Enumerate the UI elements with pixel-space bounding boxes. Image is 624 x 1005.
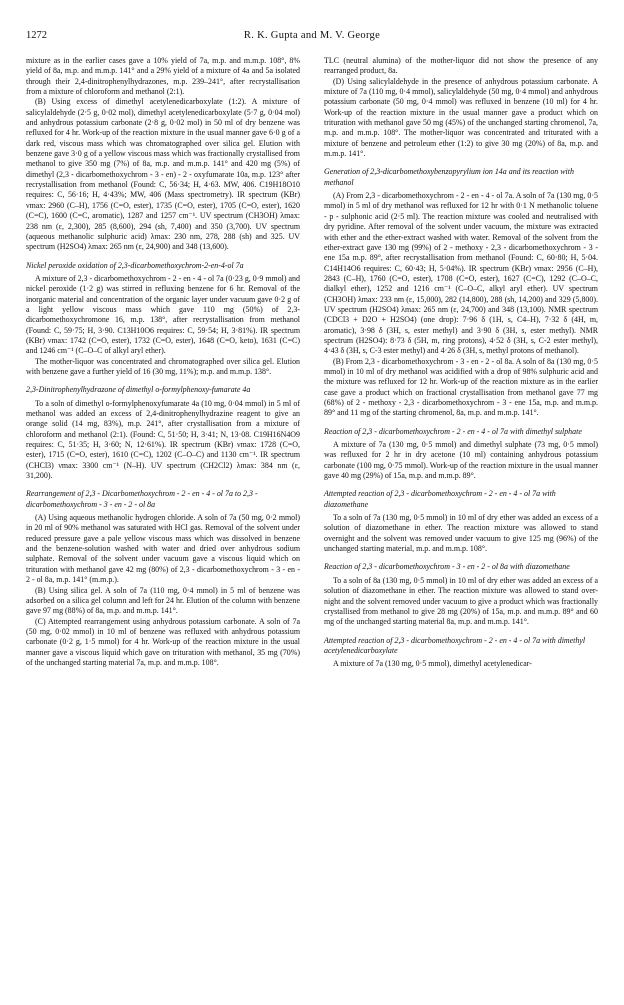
paragraph: (A) From 2,3 - dicarbomethoxychrom - 2 - en - 4 - ol 7a. A soln of 7a (130 mg, 0·5 mmol) in 5 ml of dry methanol was refluxed for 12 hr with 0·1 N methanolic toluene - p - sulphonic acid (2·5 ml). The reaction mixture was cooled and neutralised with dry pyridine. After removal of the solvent under vacuum, the mixture was extracted with ether and the ether-extract washed with water. Removal of the solvent from the ether-extract gave 130 mg (99%) of 2 - methoxy - 2,3 - dicarbomethoxychrom - 3 - ene 15a m.p. 89°, after recrystallisation from methanol (Found: C, 60·80; H, 5·04. C14H14O6 requires: C, 60·43; H, 5·04%). IR spectrum (KBr) νmax: 2956 (C–H), 2843 (C–H), 1760 (C=O, ester), 1708 (C=O, ester), 1627 (C=C), 1292 (C–O–C, dialkyl ether), 1252 and 1216 cm⁻¹ (C–O–C, alkyl aryl ether). UV spectrum (CH3OH) λmax: 233 nm (ε, 15,000), 282 (14,800), 288 (sh, 14,200) and 329 (5,800). UV spectrum (H2SO4) λmax: 265 nm (ε, 24,700) and 348 (13,100). NMR spectrum (CDCl3 + D2O + H2SO4) (one drop): 7·96 δ (1H, s, C4–H), 7·32 δ (4H, m, aromatic), 3·98 δ (3H, s, ester methyl) and 3·90 δ (3H, s, ester methyl). NMR spectrum (H2SO4): 8·73 δ (5H, m, ring protons), 4·52 δ (3H, s, C-2 ester methyl), 4·43 δ (3H, s, C-3 ester methyl) and 4·26 δ (3H, s, methyl protons of methanol).	[324, 191, 598, 356]
paragraph: The mother-liquor was concentrated and chromatographed over silica gel. Elution with benzene gave a further yield of 16 (30 mg, 11%); m.p. and m.m.p. 138°.	[26, 356, 300, 376]
paragraph: To a soln of 8a (130 mg, 0·5 mmol) in 10 ml of dry ether was added an excess of a solution of diazomethane in ether. The reaction mixture was allowed to stand over-night and the solvent removed under vacuum to give a product which was fractionally crystallised from methanol to give 28 mg (20%) of 15a, m.p. and m.m.p. 89° and 60 mg of the unchanged starting material 8a, m.p. and m.m.p. 141°.	[324, 575, 598, 627]
paragraph: (B) Using silica gel. A soln of 7a (110 mg, 0·4 mmol) in 5 ml of benzene was adsorbed on a silica gel column and left for 24 hr. Elution of the column with benzene gave 97 mg (88%) of 8a, m.p. and m.m.p. 141°.	[26, 585, 300, 616]
section-heading: Attempted reaction of 2,3 - dicarbomethoxychrom - 2 - en - 4 - ol 7a with dimethyl acetylenedicarboxylate	[324, 635, 586, 655]
paragraph: mixture as in the earlier cases gave a 10% yield of 7a, m.p. and m.m.p. 108°, 8% yield of 8a, m.p. and m.m.p. 141° and a 29% yield of a mixture of 4a and 5a isolated through their 2,4-dinitrophenylhydrazones, m.p. 239–241°, after recrystallisation from a mixture of chloroform and methanol (2:1).	[26, 56, 300, 97]
left-column	[26, 56, 300, 668]
page-number: 1272	[26, 30, 47, 41]
paragraph: (A) Using aqueous methanolic hydrogen chloride. A soln of 7a (50 mg, 0·2 mmol) in 20 ml of 90% methanol was saturated with HCl gas. Removal of the solvent under reduced pressure gave a pale yellow viscous mass which was dissolved in benzene and the benzene-solution washed with water and dried over anhydrous sodium sulphate. Removal of the solvent under vacuum gave a viscous liquid which on trituration with methanol gave 42 mg (80%) of 2,3 - dicarbomethoxychrom - 3 - en - 2 - ol 8a, m.p. 141° (m.m.p.).	[26, 513, 300, 585]
section-heading: Nickel peroxide oxidation of 2,3-dicarbomethoxychrom-2-en-4-ol 7a	[26, 260, 244, 270]
paragraph: (B) Using excess of dimethyl acetylenedicarboxylate (1:2). A mixture of salicylaldehyde (2·5 g, 0·02 mol), dimethyl acetylenedicarboxylate (5·7 g, 0·04 mol) and anhydrous potassium carbonate (2·8 g, 0·02 mol) in 50 ml of dry benzene was refluxed for 4 hr. Work-up of the reaction mixture in the usual manner gave 6·0 g of a dark red, viscous mass which was chromatographed over silica gel. Elution with benzene gave 3·0 g of a yellow viscous mass which was fractionally crystallised from methanol to give 350 mg (7%) of 8a, m.p. and m.m.p. 141° and 420 mg (5%) of dimethyl (2,3 - dicarbomethoxychrom - 3 - en) - 2 - oxyfumarate 10a, m.p. 123° after recrystallisation from methanol (Found: C, 56·34; H, 4·63. MW, 406. C19H18O10 requires: C, 56·16; H, 4·43%; MW, 406 (Mass spectrometry). IR spectrum (KBr) νmax: 2960 (C–H), 1756 (C=O, ester), 1735 (C=O, ester), 1705 (C=O, ester), 1620 (C=C), 1600 (C=C, aromatic), 1287 and 1257 cm⁻¹. UV spectrum (CH3OH) λmax: 238 nm (ε, 2,300), 285 (8,600), 294 (sh, 7,400) and 350 (3,700). UV spectrum (aqueous methanolic sulphuric acid) λmax: 230 nm, 278, 288 (sh) and 325. UV spectrum (H2SO4) λmax: 265 nm (ε, 24,900) and 348 (13,600).	[26, 97, 300, 252]
paragraph: A mixture of 2,3 - dicarbomethoxychrom - 2 - en - 4 - ol 7a (0·23 g, 0·9 mmol) and nickel peroxide (1·2 g) was stirred in refluxing benzene for 6 hr. Removal of the inorganic material and concentration of the organic layer under vacuum gave 0·2 g of a light yellow viscous mass which gave 110 mg (50%) of 2,3-dicarbomethoxychromone 16, m.p. 138°, after recrystallisation from methanol (Found: C, 59·75; H, 3·90. C13H10O6 requires: C, 59·54; H, 3·81%). IR spectrum (KBr) νmax: 1742 (C=O, ester), 1732 (C=O, ester), 1648 (C=O, keto), 1631 (C=C) and 1246 cm⁻¹ (C–O–C of alkyl aryl ether).	[26, 273, 300, 356]
paragraph: A mixture of 7a (130 mg, 0·5 mmol), dimethyl acetylenedicar-	[333, 659, 532, 669]
section-heading: 2,3-Dinitrophenylhydrazone of dimethyl o-formylphenoxy-fumarate 4a	[26, 385, 251, 395]
paragraph: TLC (neutral alumina) of the mother-liquor did not show the presence of any rearranged product, 8a.	[324, 56, 598, 76]
section-heading: Reaction of 2,3 - dicarbomethoxychrom - 2 - en - 4 - ol 7a with dimethyl sulphate	[324, 426, 582, 436]
paragraph: (C) Attempted rearrangement using anhydrous potassium carbonate. A soln of 7a (50 mg, 0·02 mmol) in 10 ml of benzene was refluxed with anhydrous potassium carbonate (0·2 g, 1·5 mmol) for 4 hr. Work-up of the reaction mixture in the usual manner gave a viscous liquid which gave on trituration with methanol, 35 mg (70%) of the unchanged starting material 7a, m.p. and m.m.p. 108°.	[26, 616, 300, 667]
paragraph: (B) From 2,3 - dicarbomethoxychrom - 3 - en - 2 - ol 8a. A soln of 8a (130 mg, 0·5 mmol) in 10 ml of dry methanol was acidified with a drop of 98% sulphuric acid and the mixture was refluxed for 12 hr. Work-up of the reaction mixture as in the earlier case gave a product which on fractional crystallisation from methanol gave 77 mg (68%) of 2 - methoxy - 2,3 - dicarbomethoxychrom - 3 - ene 15a, m.p. and m.m.p. 89° and 11 mg of the starting chromenol, 8a, m.p. and m.m.p. 141°.	[324, 356, 598, 418]
running-header-authors: R. K. Gupta and M. V. George	[243, 30, 381, 41]
section-heading: Attempted reaction of 2,3 - dicarbomethoxychrom - 2 - en - 4 - ol 7a with diazomethane	[324, 489, 556, 509]
paragraph: A mixture of 7a (130 mg, 0·5 mmol) and dimethyl sulphate (73 mg, 0·5 mmol) was refluxed for 2 hr in dry acetone (10 ml) containing anhydrous potassium carbonate (100 mg, 0·75 mmol). Work-up of the reaction mixture in the usual manner gave 40 mg (29%) of 15a, m.p. and m.m.p. 89°.	[324, 440, 598, 481]
section-heading: Reaction of 2,3 - dicarbomethoxychrom - 3 - en - 2 - ol 8a with diazomethane	[324, 562, 570, 572]
paragraph: (D) Using salicylaldehyde in the presence of anhydrous potassium carbonate. A mixture of 7a (110 mg, 0·4 mmol), salicylaldehyde (50 mg, 0·4 mmol) and anhydrous potassium carbonate (50 mg, 0·4 mmol) was refluxed in benzene (10 ml) for 4 hr. Work-up of the reaction mixture in the usual manner gave a product which on trituration with methanol gave 50 mg (45%) of the unchanged starting chromenol, 7a, m.p. and m.m.p. 108°. The mother-liquor was concentrated and triturated with a mixture of benzene and petroleum ether (1:2) to give 30 mg (20%) of 8a, m.p. and m.m.p. 141°.	[324, 76, 598, 159]
paragraph: To a soln of dimethyl o-formylphenoxyfumarate 4a (10 mg, 0·04 mmol) in 5 ml of methanol was added an excess of 2,4-dinitrophenylhydrazine reagent to give an orange solid (14 mg, 83%), m.p. 241°, after crystallisation from a mixture of chloroform and methanol (2:1). (Found: C, 51·50; H, 3·41; N, 13·08. C19H16N4O9 requires: C, 51·35; H, 3·60; N, 12·61%). IR spectrum (KBr) νmax: 1728 (C=O, ester), 1715 (C=O, ester), 1610 (C=C), 1202 (C–O–C) and 1130 cm⁻¹. IR spectrum (CHCl3) νmax: 3300 cm⁻¹ (N–H). UV spectrum (CH2Cl2) λmax: 384 nm (ε, 31,200).	[26, 398, 300, 481]
section-heading: Rearrangement of 2,3 - Dicarbomethoxychrom - 2 - en - 4 - ol 7a to 2,3 - dicarbomethoxychrom - 3 - en - 2 - ol 8a	[26, 489, 258, 509]
right-column	[324, 56, 598, 670]
section-heading: Generation of 2,3-dicarbomethoxybenzopyrylium ion 14a and its reaction with methanol	[324, 167, 574, 187]
running-header	[26, 30, 598, 46]
paragraph: To a soln of 7a (130 mg, 0·5 mmol) in 10 ml of dry ether was added an excess of a solution of diazomethane in ether. The reaction mixture was allowed to stand overnight and the solvent was removed under vacuum to give 125 mg (96%) of the unchanged starting material, m.p. and m.m.p. 108°.	[324, 513, 598, 554]
